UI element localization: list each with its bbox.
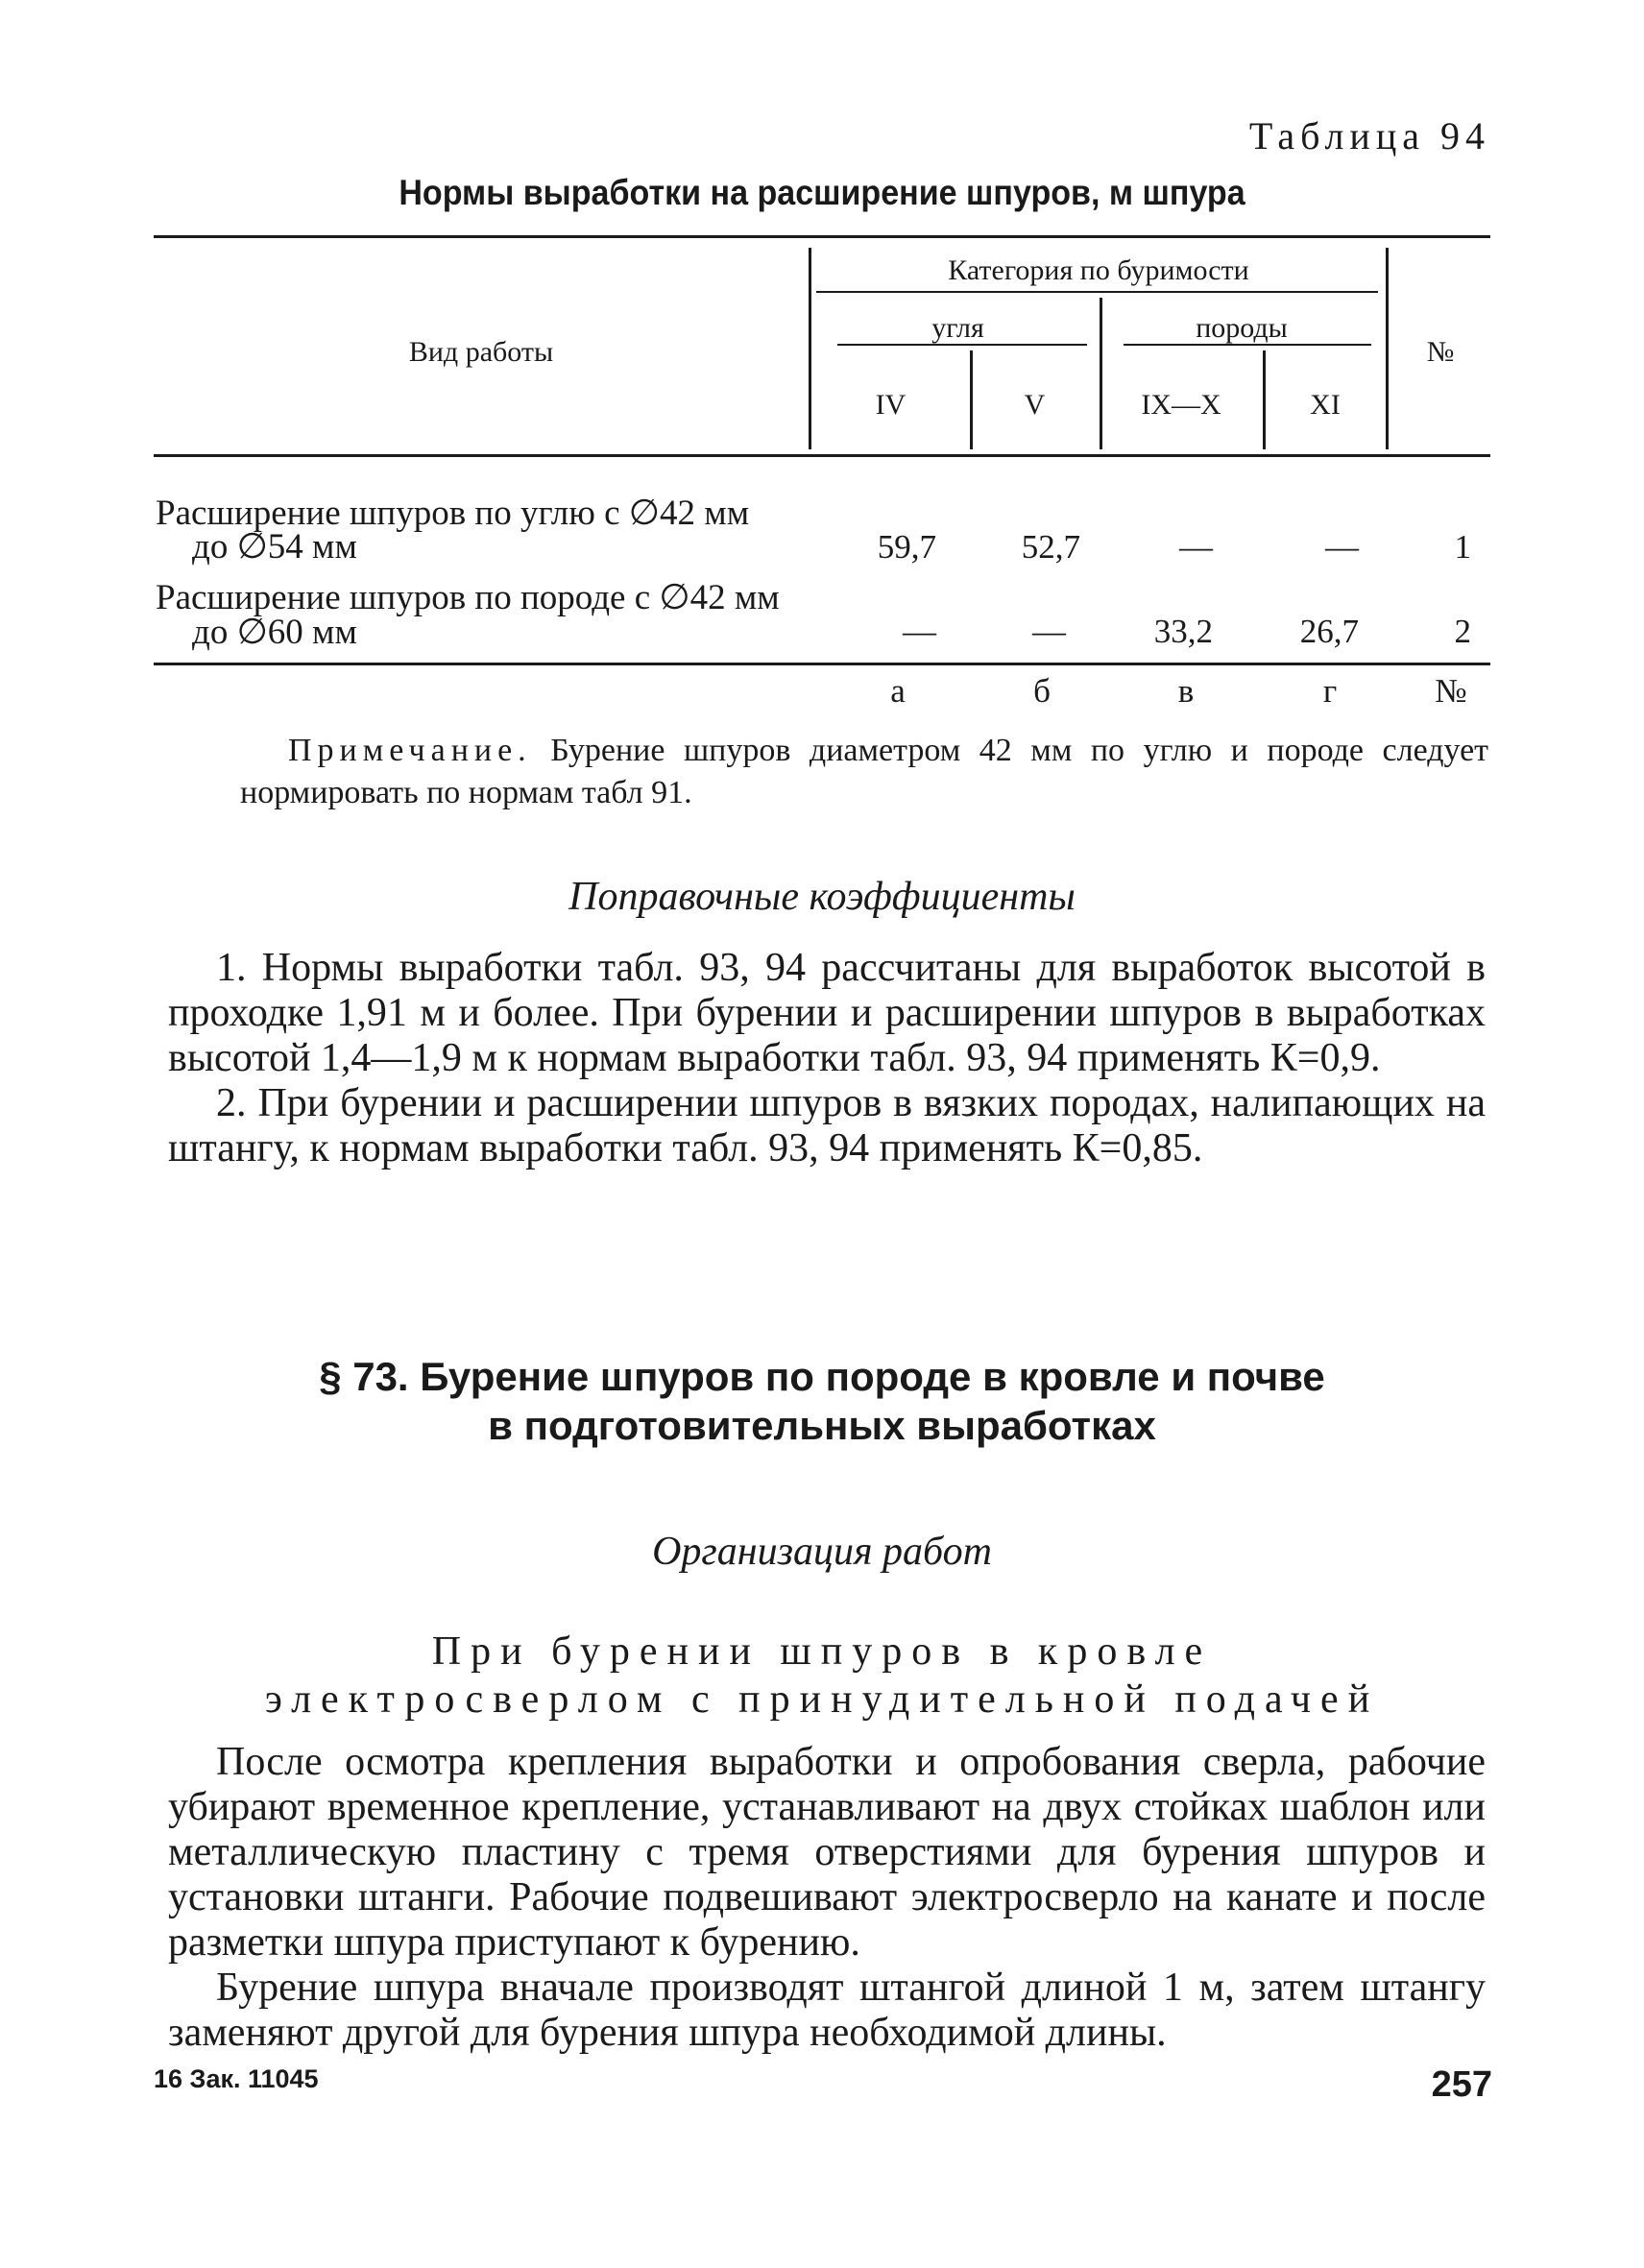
section-title-line2: в подготовительных выработках <box>488 1403 1156 1448</box>
note-lead: Примечание. <box>288 733 532 768</box>
section-title-line1: § 73. Бурение шпуров по породе в кровле и почве <box>319 1354 1325 1399</box>
spaced-heading-line1: При бурении шпуров в кровле <box>431 1629 1213 1674</box>
header-col-ixx: IX—X <box>1141 389 1221 421</box>
coefficients-heading: Поправочные коэффициенты <box>568 875 1076 919</box>
table-bottom-rule <box>154 663 1490 665</box>
column-letter-v: в <box>1177 672 1195 710</box>
section-paragraph-2: Бурение шпура вначале производят штангой длиной 1 м, затем штангу заменяют другой для бурения шпура необходимой длины. <box>168 1966 1486 2055</box>
table-row-1-number: 1 <box>1454 528 1471 566</box>
table-row-2-number: 2 <box>1454 613 1471 650</box>
table-row-2-label-line2: до ∅60 мм <box>192 613 357 652</box>
table-row-2-xi: 26,7 <box>1299 613 1359 650</box>
page-number: 257 <box>1431 2064 1492 2105</box>
header-coal: угля <box>931 312 984 344</box>
header-number: № <box>1426 336 1455 368</box>
table-row-1-label-line1: Расширение шпуров по углю с ∅42 мм <box>156 494 750 533</box>
column-letter-g: г <box>1322 672 1338 710</box>
table-row-1-iv: 59,7 <box>877 528 936 566</box>
ixx-xi-divider <box>1263 350 1266 449</box>
header-work-type: Вид работы <box>408 336 554 368</box>
table-row-2-label-line1: Расширение шпуров по породе с ∅42 мм <box>156 578 780 617</box>
table-row-2-iv: — <box>903 613 936 650</box>
spaced-heading-line2: электросверлом с принудительной подачей <box>264 1677 1380 1722</box>
coal-rock-divider <box>1100 298 1102 449</box>
header-bottom-rule <box>154 454 1490 457</box>
table-row-1-label-line2: до ∅54 мм <box>192 527 357 567</box>
header-category: Категория по буримости <box>948 254 1249 286</box>
column-letter-number: № <box>1435 672 1467 710</box>
header-rock: породы <box>1196 312 1288 344</box>
table-top-rule <box>154 235 1490 238</box>
header-col-iv: IV <box>875 389 907 421</box>
coal-underline <box>837 344 1087 346</box>
footer-order-number: 16 Зак. 11045 <box>154 2064 319 2093</box>
table-title: Нормы выработки на расширение шпуров, м шпура <box>399 173 1245 212</box>
header-divider-right <box>1386 248 1389 449</box>
table-row-1-ixx: — <box>1179 528 1213 566</box>
table-row-2-ixx: 33,2 <box>1153 613 1213 650</box>
column-letter-b: б <box>1033 672 1051 710</box>
coefficient-item-2: 2. При бурении и расширении шпуров в вязких породах, налипающих на штангу, к нормам выработки табл. 93, 94 применять К=0,85. <box>168 1081 1486 1170</box>
table-row-1-xi: — <box>1325 528 1359 566</box>
coefficient-item-1: 1. Нормы выработки табл. 93, 94 рассчитаны для выработок высотой в проходке 1,91 м и более. При бурении и расширении шпуров в выработках высотой 1,4—1,9 м к нормам выработки табл. 93, 94 применять К=0,9. <box>168 946 1486 1080</box>
rock-underline <box>1124 344 1371 346</box>
table-row-2-v: — <box>1032 613 1066 650</box>
section-paragraph-1: После осмотра крепления выработки и опробования сверла, рабочие убирают временное крепление, устанавливают на двух стойках шаблон или металлическую пластину с тремя отверстиями для бурения шпуров и установки штанги. Рабочие подвешивают электросверло на канате и после разметки шпура приступают к бурению. <box>168 1740 1486 1965</box>
category-underline <box>816 291 1378 293</box>
note-text: Бурение шпуров диаметром 42 мм по углю и породе следует нормировать по нормам табл 91. <box>240 733 1489 810</box>
table-label: Таблица 94 <box>1248 114 1490 157</box>
header-col-v: V <box>1024 389 1046 421</box>
table-note <box>240 730 1488 814</box>
header-col-xi: XI <box>1310 389 1341 421</box>
column-letter-a: а <box>890 672 906 710</box>
section-body <box>168 1740 1486 2056</box>
iv-v-divider <box>970 350 973 449</box>
table-row-1-v: 52,7 <box>1021 528 1080 566</box>
coefficients-list <box>168 946 1486 1171</box>
section-subheading: Организация работ <box>652 1530 992 1574</box>
